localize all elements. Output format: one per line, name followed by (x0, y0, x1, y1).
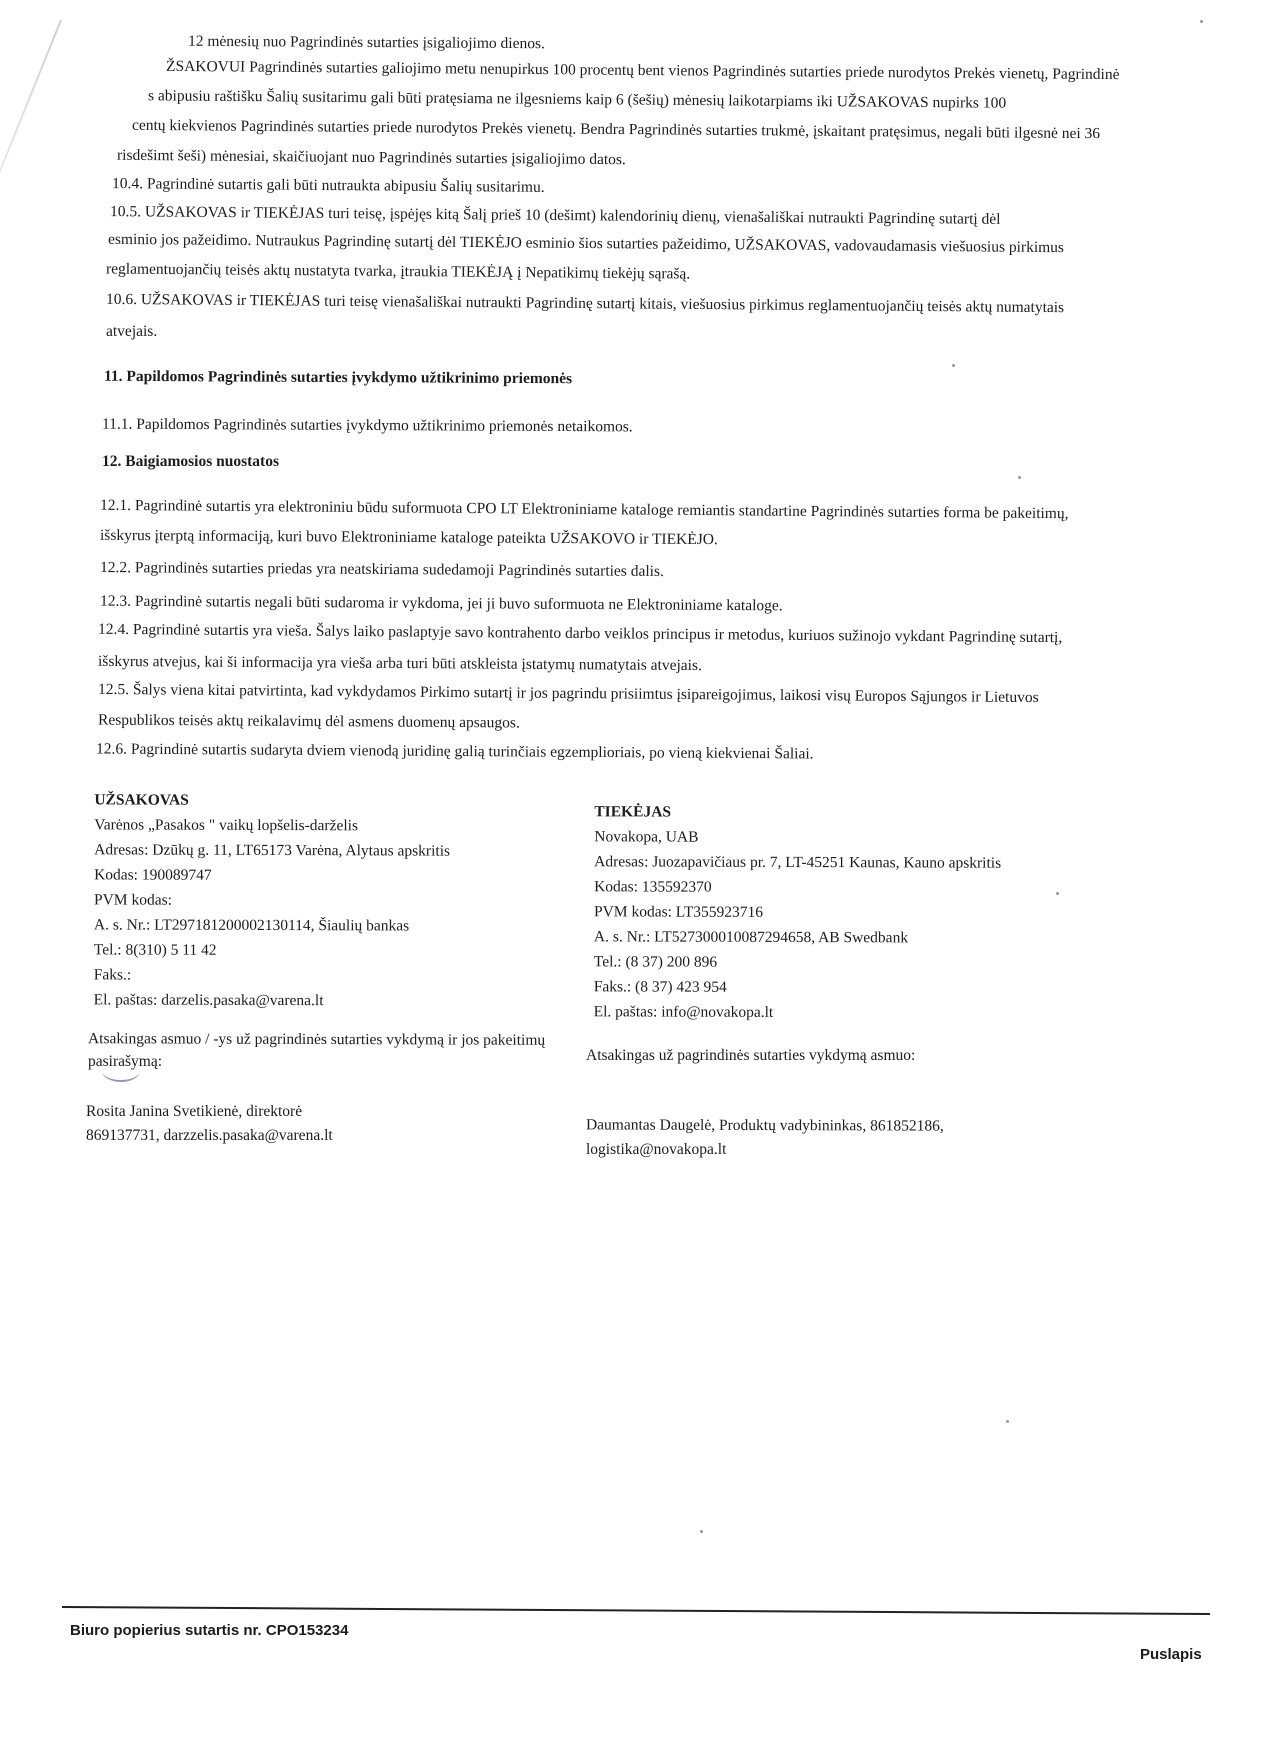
customer-person-contact: 869137731, darzzelis.pasaka@varena.lt (86, 1127, 333, 1144)
customer-person: Rosita Janina Svetikienė, direktorė (86, 1103, 303, 1120)
supplier-responsible-label: Atsakingas už pagrindinės sutarties vykdymą asmuo: (586, 1047, 916, 1064)
customer-responsible-label: Atsakingas asmuo / -ys už pagrindinės sutarties vykdymą ir jos pakeitimų (87, 1030, 546, 1049)
supplier-phone: Tel.: (8 37) 200 896 (593, 953, 718, 971)
body-line: 10.5. UŽSAKOVAS ir TIEKĖJAS turi teisę, įspėjęs kitą Šalį prieš 10 (dešimt) kalendorinių dienų, vienašališkai nutraukti Pagrindinę sutartį dėl (109, 203, 1001, 228)
customer-responsible-label-cont: pasirašymą: (88, 1053, 163, 1070)
body-line: esminio jos pažeidimo. Nutraukus Pagrindinę sutartį dėl TIEKĖJO esminio šios sutarties pažeidimo, UŽSAKOVAS, vadovaudamasis viešuosius pirkimus (107, 230, 1065, 257)
body-line: 10.6. UŽSAKOVAS ir TIEKĖJAS turi teisę vienašališkai nutraukti Pagrindinę sutartį kitais, viešuosius pirkimus reglamentuojančių teisės aktų numatytais (105, 290, 1065, 317)
section-heading-11: 11. Papildomos Pagrindinės sutarties įvykdymo užtikrinimo priemonės (103, 367, 573, 388)
body-line: Respublikos teisės aktų reikalavimų dėl asmens duomenų apsaugos. (97, 711, 520, 732)
footer-page-label: Puslapis (1140, 1646, 1202, 1663)
supplier-account: A. s. Nr.: LT527300010087294658, AB Swedbank (593, 928, 909, 947)
supplier-fax: Faks.: (8 37) 423 954 (593, 978, 727, 996)
body-line: išskyrus įterptą informaciją, kuri buvo Elektroniniame kataloge pateikta UŽSAKOVO ir TIEKĖJO. (99, 526, 718, 549)
scan-speck (1200, 20, 1203, 23)
supplier-email: El. paštas: info@novakopa.lt (593, 1003, 774, 1021)
body-line: 11.1. Papildomos Pagrindinės sutarties įvykdymo užtikrinimo priemonės netaikomos. (101, 415, 633, 436)
supplier-address: Adresas: Juozapavičiaus pr. 7, LT-45251 Kaunas, Kauno apskritis (594, 853, 1002, 872)
customer-fax: Faks.: (93, 966, 132, 984)
body-line: 12.5. Šalys viena kitai patvirtinta, kad vykdydamos Pirkimo sutartį ir jos pagrindu prisiimtus įsipareigojimus, laikosi visų Europos Sąjungos ir Lietuvos (97, 680, 1039, 707)
scan-speck (1018, 476, 1021, 479)
customer-phone: Tel.: 8(310) 5 11 42 (93, 941, 217, 959)
scan-speck (700, 1530, 703, 1533)
customer-email: El. paštas: darzelis.pasaka@varena.lt (93, 991, 324, 1010)
scan-speck (952, 364, 955, 367)
customer-vat: PVM kodas: (93, 891, 172, 909)
customer-title: UŽSAKOVAS (94, 791, 189, 809)
body-line: ŽSAKOVUI Pagrindinės sutarties galiojimo metu nenupirkus 100 procentų bent vienos Pagrindinės sutarties priede nurodytos Prekės vienetų, Pagrindinė (165, 57, 1120, 84)
body-line: centų kiekvienos Pagrindinės sutarties priede nurodytos Prekės vienetų. Bendra Pagrindinės sutarties trukmė, įskaitant pratęsimus, negali būti ilgesnė nei 36 (131, 116, 1101, 143)
footer-rule (62, 1606, 1210, 1615)
body-line: 12.1. Pagrindinė sutartis yra elektroniniu būdu suformuota CPO LT Elektroniniame kataloge remiantis standartine Pagrindinės sutarties forma be pakeitimų, (99, 496, 1069, 523)
supplier-person-contact: logistika@novakopa.lt (586, 1141, 727, 1158)
body-line: risdešimt šeši) mėnesiai, skaičiuojant nuo Pagrindinės sutarties įsigaliojimo datos. (116, 146, 626, 169)
supplier-block (594, 799, 1002, 1025)
scan-speck (1056, 892, 1059, 895)
customer-name: Varėnos „Pasakos " vaikų lopšelis-darželis (94, 816, 359, 835)
customer-address: Adresas: Dzūkų g. 11, LT65173 Varėna, Alytaus apskritis (94, 841, 451, 860)
body-line: 10.4. Pagrindinė sutartis gali būti nutraukta abipusiu Šalių susitarimu. (111, 175, 545, 196)
signature-mark (102, 1060, 140, 1082)
body-line: 12.2. Pagrindinės sutarties priedas yra neatskiriama sudedamoji Pagrindinės sutarties dalis. (99, 559, 664, 580)
body-line: 12.4. Pagrindinė sutartis yra vieša. Šalys laiko paslaptyje savo kontrahento darbo veiklos principus ir metodus, kuriuos sužinojo vykdant Pagrindinę sutartį, (97, 620, 1063, 647)
body-line: reglamentuojančių teisės aktų nustatyta tvarka, įtraukia TIEKĖJĄ į Nepatikimų tiekėjų sąrašą. (105, 260, 691, 283)
body-line: išskyrus atvejus, kai ši informacija yra vieša arba turi būti atskleista įstatymų numatytais atvejais. (97, 652, 702, 675)
supplier-code: Kodas: 135592370 (594, 878, 712, 896)
supplier-title: TIEKĖJAS (594, 803, 672, 821)
body-line: s abipusiu raštišku Šalių susitarimu gali būti pratęsiama ne ilgesniems kaip 6 (šešių) mėnesių laikotarpiams iki UŽSAKOVAS nupirks 100 (147, 87, 1007, 112)
customer-block (94, 787, 451, 1013)
body-line: 12.6. Pagrindinė sutartis sudaryta dviem vienodą juridinę galią turinčiais egzemplioriais, po vieną kiekvienai Šaliai. (95, 740, 814, 763)
footer-contract-number: Biuro popierius sutartis nr. CPO153234 (70, 1622, 349, 1639)
scan-artifact (0, 20, 62, 243)
customer-account: A. s. Nr.: LT297181200002130114, Šiaulių bankas (93, 916, 410, 935)
customer-code: Kodas: 190089747 (94, 866, 212, 884)
supplier-person: Daumantas Daugelė, Produktų vadybininkas, 861852186, (585, 1116, 944, 1135)
body-line: 12.3. Pagrindinė sutartis negali būti sudaroma ir vykdoma, jei ji buvo suformuota ne Elektroniniame kataloge. (99, 592, 783, 615)
scan-speck (1006, 1420, 1009, 1423)
supplier-vat: PVM kodas: LT355923716 (593, 903, 764, 921)
supplier-name: Novakopa, UAB (594, 828, 699, 846)
body-line: atvejais. (106, 323, 158, 340)
section-heading-12: 12. Baigiamosios nuostatos (102, 453, 279, 470)
body-line: 12 mėnesių nuo Pagrindinės sutarties įsigaliojimo dienos. (187, 32, 545, 53)
